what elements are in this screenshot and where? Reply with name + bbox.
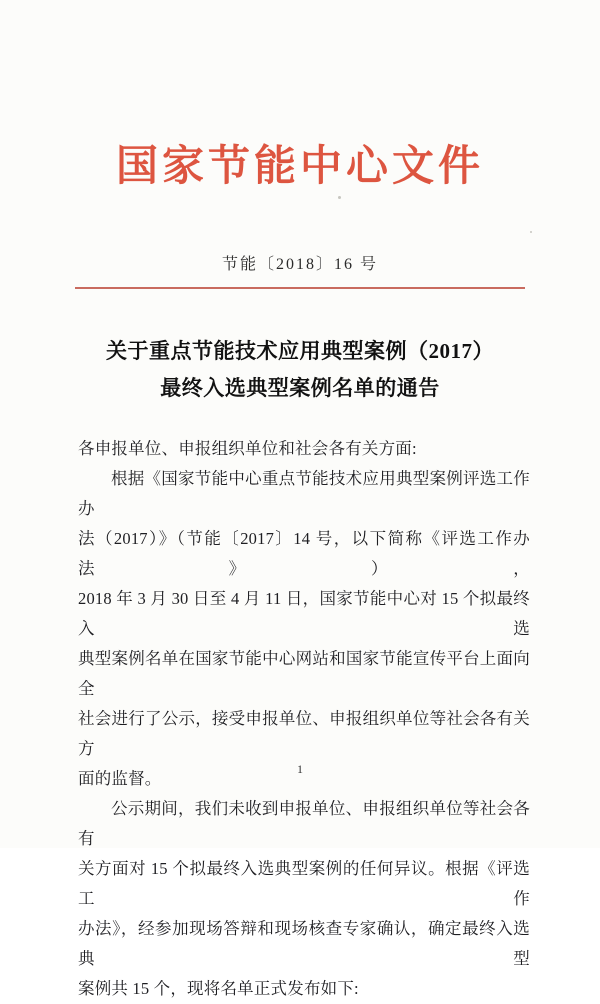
body-line: 社会进行了公示，接受申报单位、申报组织单位等社会各有关方	[78, 709, 530, 758]
letterhead-title: 国家节能中心文件	[115, 144, 484, 190]
document-number: 节能〔2018〕16 号	[221, 256, 378, 273]
red-divider-rule	[75, 287, 525, 289]
body-line: 关方面对 15 个拟最终入选典型案例的任何异议。根据《评选工作	[78, 859, 530, 908]
page-number: 1	[297, 762, 303, 776]
notice-title	[0, 333, 600, 407]
body-line: 公示期间，我们未收到申报单位、申报组织单位等社会各有	[78, 799, 530, 848]
body-text	[78, 434, 530, 1004]
scan-speck	[530, 231, 532, 233]
body-line: 面的监督。	[78, 769, 162, 788]
notice-title-line-1: 关于重点节能技术应用典型案例（2017）	[106, 339, 494, 363]
body-line: 法（2017）》（节能〔2017〕14 号，以下简称《评选工作办法》），	[78, 529, 530, 578]
notice-title-line-2: 最终入选典型案例名单的通告	[160, 376, 440, 400]
body-line: 2018 年 3 月 30 日至 4 月 11 日，国家节能中心对 15 个拟最终入选	[78, 589, 530, 638]
body-line: 各申报单位、申报组织单位和社会各有关方面:	[78, 439, 417, 458]
body-line: 根据《国家节能中心重点节能技术应用典型案例评选工作办	[78, 469, 530, 518]
body-line: 案例共 15 个，现将名单正式发布如下:	[78, 979, 359, 998]
body-line: 典型案例名单在国家节能中心网站和国家节能宣传平台上面向全	[78, 649, 530, 698]
scan-speck	[338, 196, 341, 199]
body-line: 办法》，经参加现场答辩和现场核查专家确认，确定最终入选典型	[78, 919, 530, 968]
